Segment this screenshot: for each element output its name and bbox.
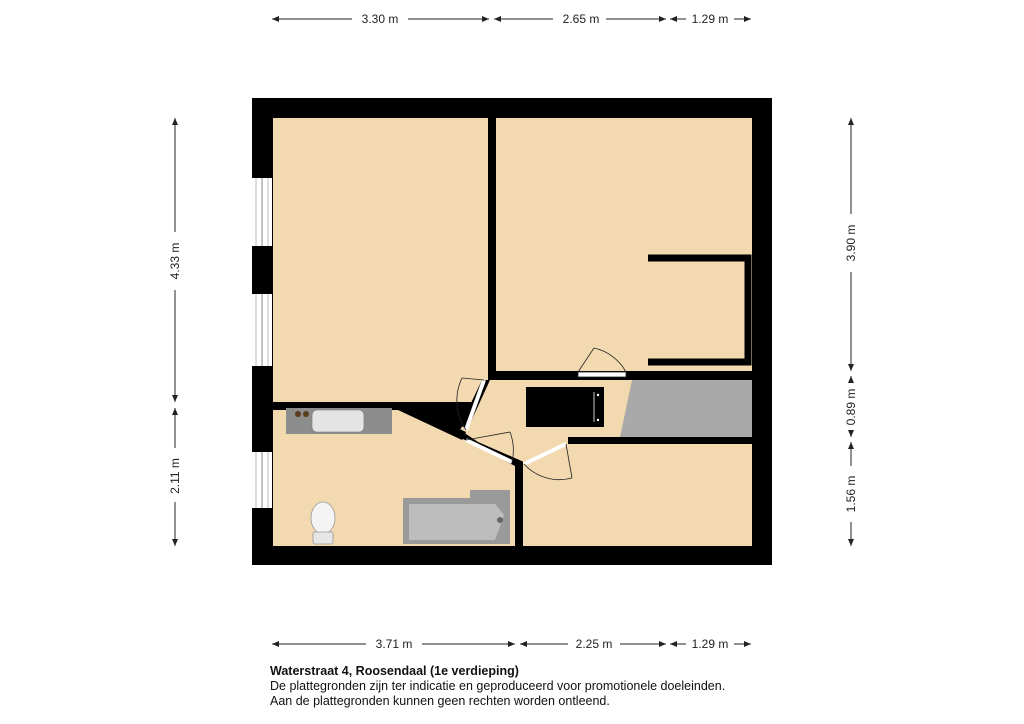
dim-left-1: 4.33 m xyxy=(168,242,182,280)
bedroom-right-floor xyxy=(496,118,752,371)
wall-vertical-center xyxy=(488,118,496,380)
window-icon xyxy=(252,452,272,508)
dimension-bottom xyxy=(272,637,751,651)
disclaimer-line-1: De plattegronden zijn ter indicatie en geproduceerd voor promotionele doeleinden. xyxy=(270,679,726,693)
dim-right-1: 3.90 m xyxy=(844,224,858,262)
window-icon xyxy=(252,294,272,366)
dimension-right xyxy=(844,118,858,546)
dim-bottom-3: 1.29 m xyxy=(691,637,729,651)
bathtub-icon xyxy=(403,490,510,544)
sink-icon xyxy=(286,408,392,434)
disclaimer-line-2: Aan de plattegronden kunnen geen rechten worden ontleend. xyxy=(270,694,610,708)
wall-landing-top-left xyxy=(488,371,578,380)
toilet-icon xyxy=(311,502,335,544)
dim-top-1: 3.30 m xyxy=(361,12,399,26)
plan-title: Waterstraat 4, Roosendaal (1e verdieping) xyxy=(270,664,519,678)
dim-right-2: 0.89 m xyxy=(844,388,858,426)
wall-small-room-top xyxy=(568,437,752,444)
dim-right-3: 1.56 m xyxy=(844,475,858,513)
wall-landing-top-right xyxy=(626,371,752,380)
dim-left-2: 2.11 m xyxy=(168,458,182,494)
dim-bottom-1: 3.71 m xyxy=(375,637,413,651)
small-room-floor xyxy=(523,444,752,546)
stair-hatch xyxy=(526,387,604,427)
dim-top-3: 1.29 m xyxy=(691,12,729,26)
wall-bath-vertical xyxy=(515,466,523,546)
dimension-left xyxy=(168,118,182,546)
stair-area xyxy=(620,380,752,437)
bedroom-left-floor xyxy=(273,118,488,402)
dim-bottom-2: 2.25 m xyxy=(575,637,613,651)
window-icon xyxy=(252,178,272,246)
dim-top-2: 2.65 m xyxy=(562,12,600,26)
plan-caption xyxy=(270,664,970,709)
dimension-top xyxy=(272,12,751,26)
